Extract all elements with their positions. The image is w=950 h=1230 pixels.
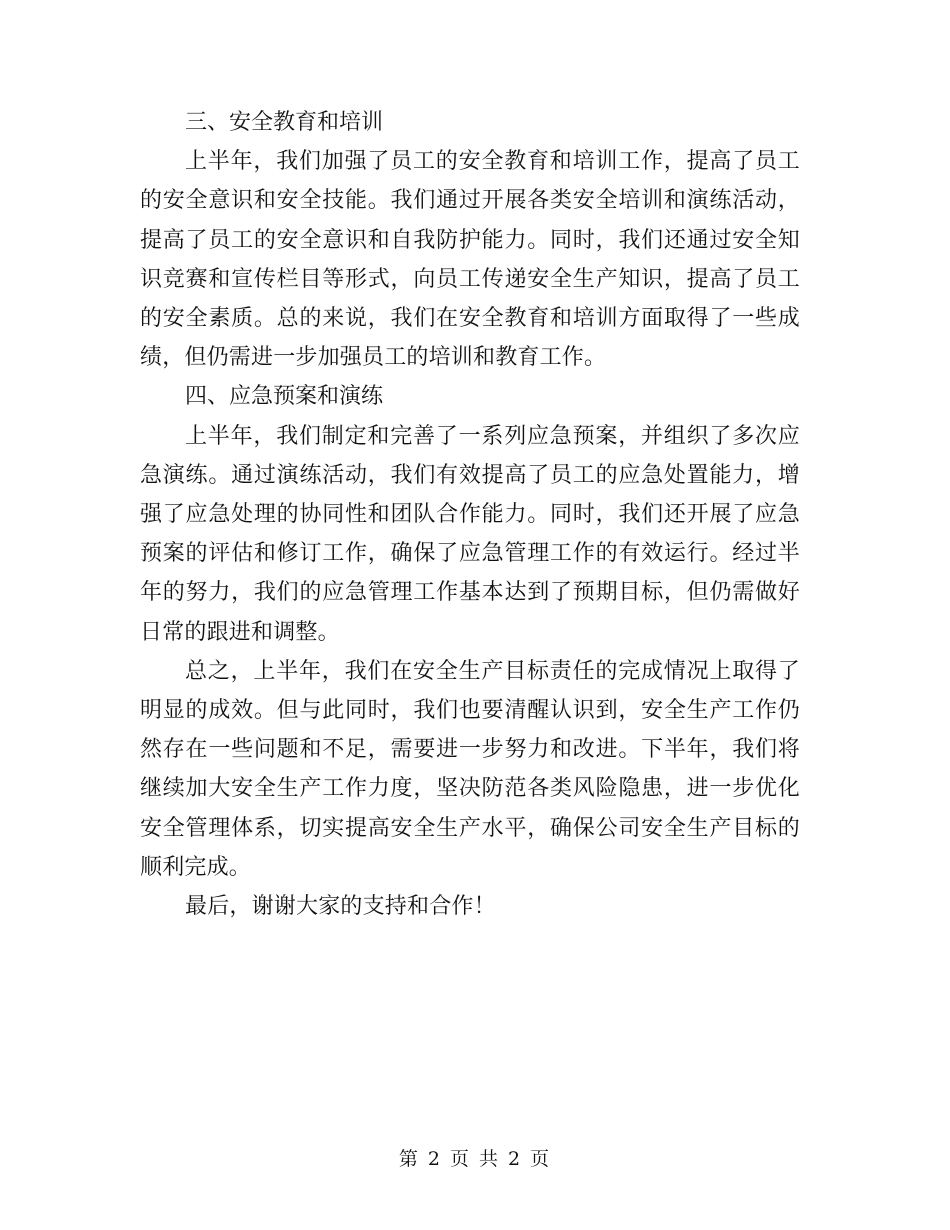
document-body bbox=[140, 103, 800, 926]
paragraph-safety-education: 上半年，我们加强了员工的安全教育和培训工作，提高了员工的安全意识和安全技能。我们通过开展各类安全培训和演练活动，提高了员工的安全意识和自我防护能力。同时，我们还通过安全知识竞赛和宣传栏目等形式，向员工传递安全生产知识，提高了员工的安全素质。总的来说，我们在安全教育和培训方面取得了一些成绩，但仍需进一步加强员工的培训和教育工作。 bbox=[140, 149, 800, 371]
section-heading-safety-education: 三、安全教育和培训 bbox=[185, 110, 384, 135]
paragraph-closing: 最后，谢谢大家的支持和合作！ bbox=[185, 894, 496, 920]
section-heading-emergency-plan: 四、应急预案和演练 bbox=[185, 384, 384, 410]
paragraph-emergency-plan: 上半年，我们制定和完善了一系列应急预案，并组织了多次应急演练。通过演练活动，我们有效提高了员工的应急处置能力，增强了应急处理的协同性和团队合作能力。同时，我们还开展了应急预案的评估和修订工作，确保了应急管理工作的有效运行。经过半年的努力，我们的应急管理工作基本达到了预期目标，但仍需做好日常的跟进和调整。 bbox=[140, 423, 800, 645]
paragraph-summary: 总之，上半年，我们在安全生产目标责任的完成情况上取得了明显的成效。但与此同时，我们也要清醒认识到，安全生产工作仍然存在一些问题和不足，需要进一步努力和改进。下半年，我们将继续加大安全生产工作力度，坚决防范各类风险隐患，进一步优化安全管理体系，切实提高安全生产水平，确保公司安全生产目标的顺利完成。 bbox=[140, 658, 800, 880]
page-number-footer: 第 2 页 共 2 页 bbox=[398, 1148, 552, 1170]
